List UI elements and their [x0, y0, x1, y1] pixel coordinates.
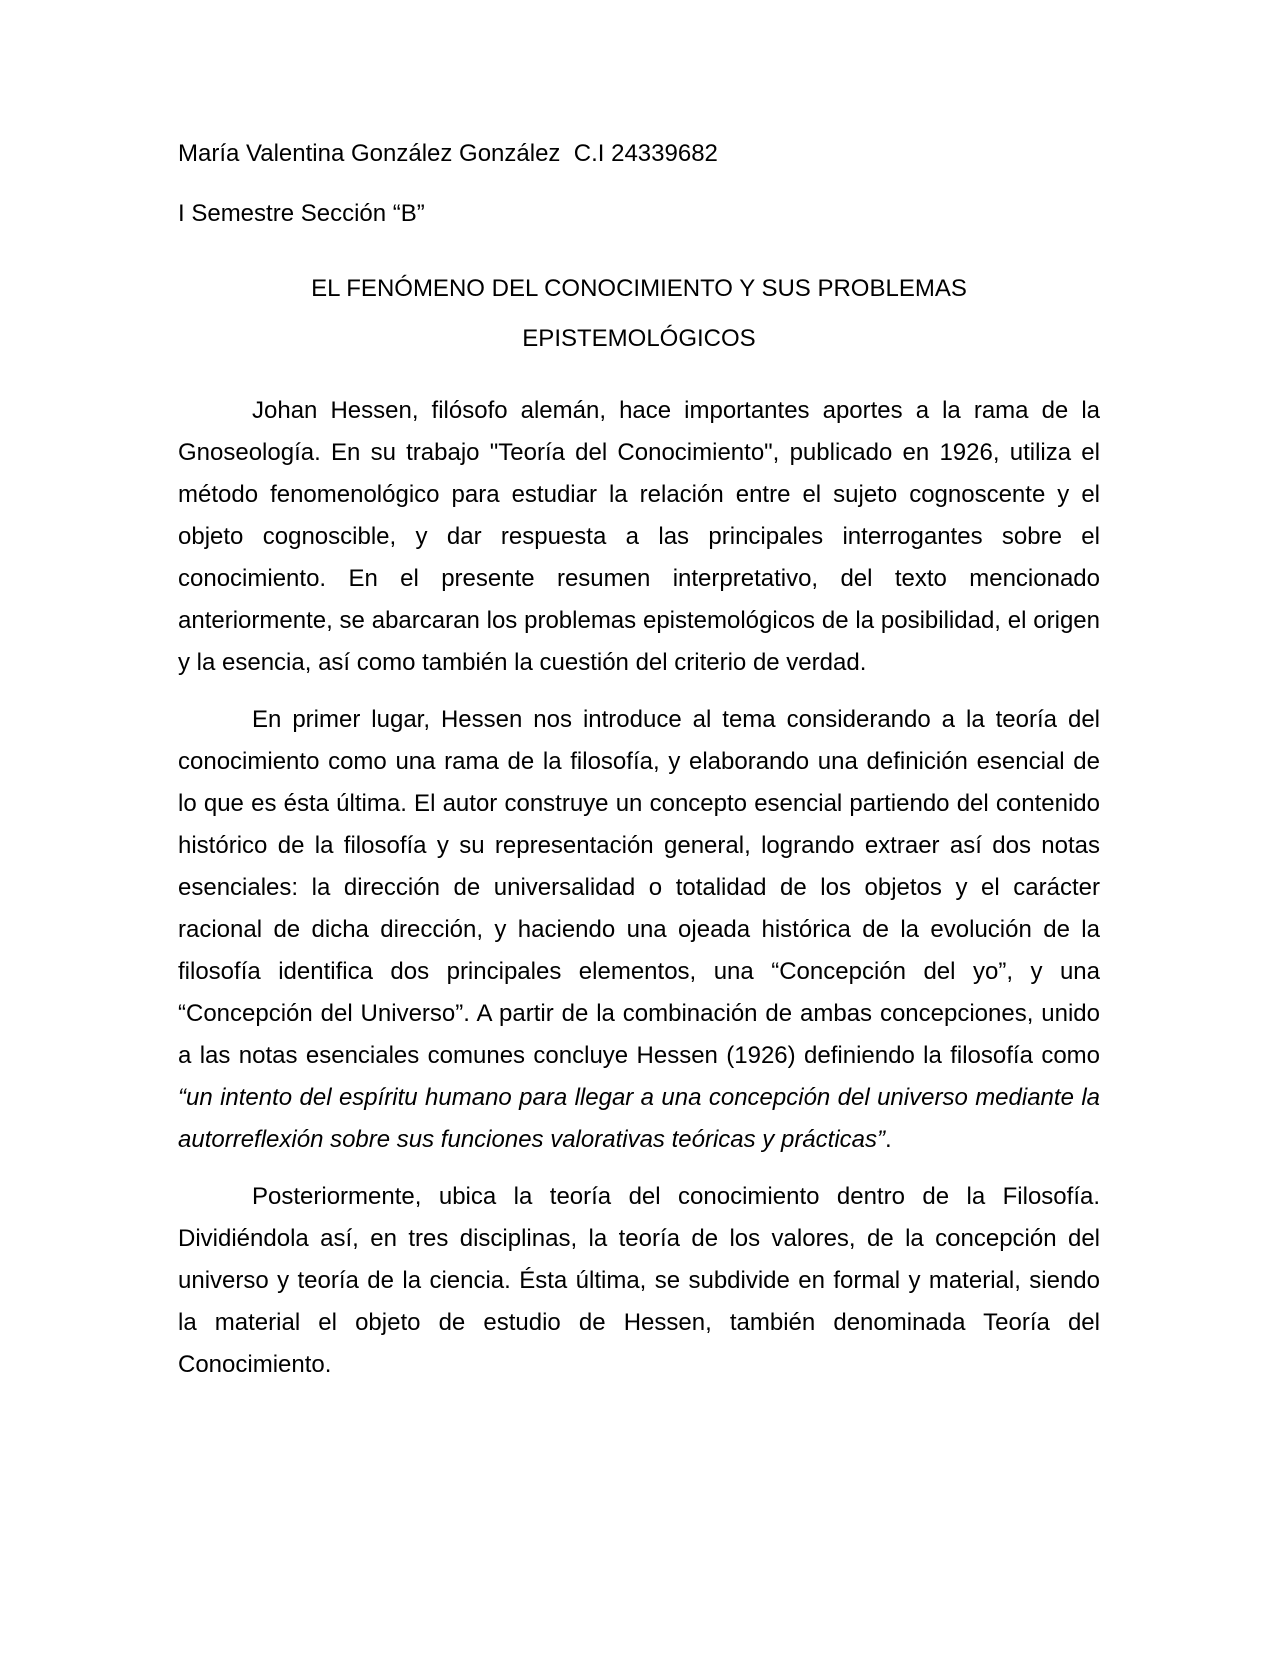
title-line-2: EPISTEMOLÓGICOS [522, 325, 756, 352]
paragraph-definition-period: . [885, 1126, 892, 1153]
title-line-1: EL FENÓMENO DEL CONOCIMIENTO Y SUS PROBLEMAS [311, 275, 967, 302]
paragraph-definition-text: En primer lugar, Hessen nos introduce al tema considerando a la teoría del conocimiento como una rama de la filosofía, y elaborando una definición esencial de lo que es ésta última. El autor construye un concepto esencial partiendo del contenido histórico de la filosofía y su representación general, logrando extraer así dos notas esenciales: la dirección de universalidad o totalidad de los objetos y el carácter racional de dicha dirección, y haciendo una ojeada histórica de la evolución de la filosofía identifica dos principales elementos, una “Concepción del yo”, y una “Concepción del Universo”. A partir de la combinación de ambas concepciones, unido a las notas esenciales comunes concluye Hessen (1926) definiendo la filosofía como [178, 706, 1100, 1069]
paragraph-definition-quote: “un intento del espíritu humano para llegar a una concepción del universo mediante la autorreflexión sobre sus funciones valorativas teóricas y prácticas” [178, 1084, 1100, 1153]
paragraph-intro: Johan Hessen, filósofo alemán, hace importantes aportes a la rama de la Gnoseología. En su trabajo "Teoría del Conocimiento", publicado en 1926, utiliza el método fenomenológico para estudiar la relación entre el sujeto cognoscente y el objeto cognoscible, y dar respuesta a las principales interrogantes sobre el conocimiento. En el presente resumen interpretativo, del texto mencionado anteriormente, se abarcaran los problemas epistemológicos de la posibilidad, el origen y la esencia, así como también la cuestión del criterio de verdad. [178, 397, 1100, 676]
paragraph-disciplines: Posteriormente, ubica la teoría del conocimiento dentro de la Filosofía. Dividiéndola así, en tres disciplinas, la teoría de los valores, de la concepción del universo y teoría de la ciencia. Ésta última, se subdivide en formal y material, siendo la material el objeto de estudio de Hessen, también denominada Teoría del Conocimiento. [178, 1183, 1100, 1378]
author-line: María Valentina González González C.I 24339682 [178, 140, 718, 167]
document-title [178, 264, 1100, 364]
paragraph-definition [178, 699, 1100, 1161]
section-line: I Semestre Sección “B” [178, 200, 425, 227]
